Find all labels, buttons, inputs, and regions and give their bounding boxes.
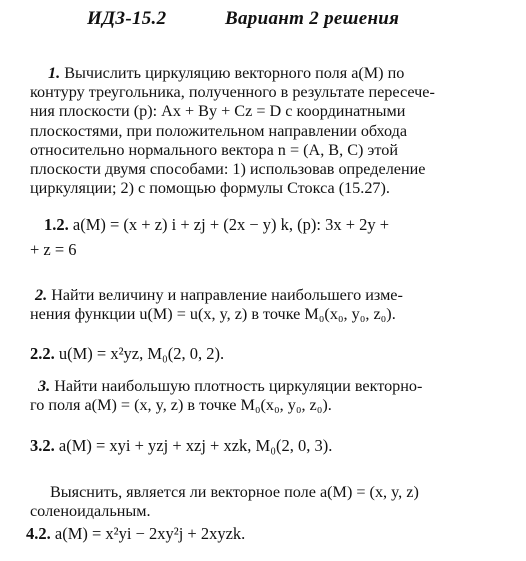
task-2	[30, 286, 508, 324]
item-4-2-formula: a(M) = x²yi − 2xy²j + 2xyzk.	[54, 524, 246, 543]
item-1-2-label: 1.2.	[44, 215, 69, 234]
header-title: ИДЗ-15.2	[87, 8, 167, 29]
item-1-2-formula: a(M) = (x + z) i + zj + (2x − y) k, (p): 3x + 2y +	[72, 215, 390, 234]
item-1-2-line-2: + z = 6	[30, 240, 77, 259]
task-1	[30, 64, 508, 198]
task-3-line-1: 3. Найти наибольшую плотность циркуляции векторно-	[38, 377, 423, 395]
task-2-line-2: нения функции u(M) = u(x, y, z) в точке M₀(x₀, y₀, z₀).	[30, 305, 396, 324]
task-1-line-3: ния плоскости (p): Ax + By + Cz = D с координатными	[30, 102, 406, 121]
task-3-number: 3.	[38, 377, 51, 395]
task-1-line-1: 1. Вычислить циркуляцию векторного поля a(M) по	[48, 64, 405, 82]
item-2-2-formula: u(M) = x²yz, M₀(2, 0, 2).	[58, 344, 225, 363]
task-1-line-2: контуру треугольника, полученного в результате пересече-	[30, 83, 435, 102]
task-4	[30, 483, 508, 521]
item-2-2-label: 2.2.	[30, 344, 55, 363]
item-4-2-label: 4.2.	[26, 524, 51, 543]
item-4-2	[26, 524, 245, 544]
item-3-2	[30, 436, 332, 456]
item-1-2-line-1	[44, 215, 389, 235]
task-1-line-5: относительно нормального вектора n = (A, B, C) этой	[30, 140, 398, 159]
task-4-line-1: Выяснить, является ли векторное поле a(M) = (x, y, z)	[50, 483, 419, 501]
task-1-number: 1.	[48, 64, 61, 82]
task-4-line-2: соленоидальным.	[30, 502, 151, 521]
task-3-line-2: го поля a(M) = (x, y, z) в точке M₀(x₀, y₀, z₀).	[30, 396, 332, 415]
task-1-line-6: плоскости двумя способами: 1) использовав определение	[30, 160, 426, 179]
item-3-2-formula: a(M) = xyi + yzj + xzj + xzk, M₀(2, 0, 3).	[58, 436, 333, 455]
task-1-line-7: циркуляции; 2) с помощью формулы Стокса (15.27).	[30, 179, 390, 198]
task-2-number: 2.	[35, 286, 48, 304]
task-3	[30, 377, 508, 415]
task-1-line-4: плоскостями, при положительном направлении обхода	[30, 121, 408, 140]
item-3-2-label: 3.2.	[30, 436, 55, 455]
item-2-2	[30, 344, 224, 364]
task-2-line-1: 2. Найти величину и направление наибольшего изме-	[35, 286, 403, 304]
header-variant: Вариант 2 решения	[225, 8, 400, 29]
